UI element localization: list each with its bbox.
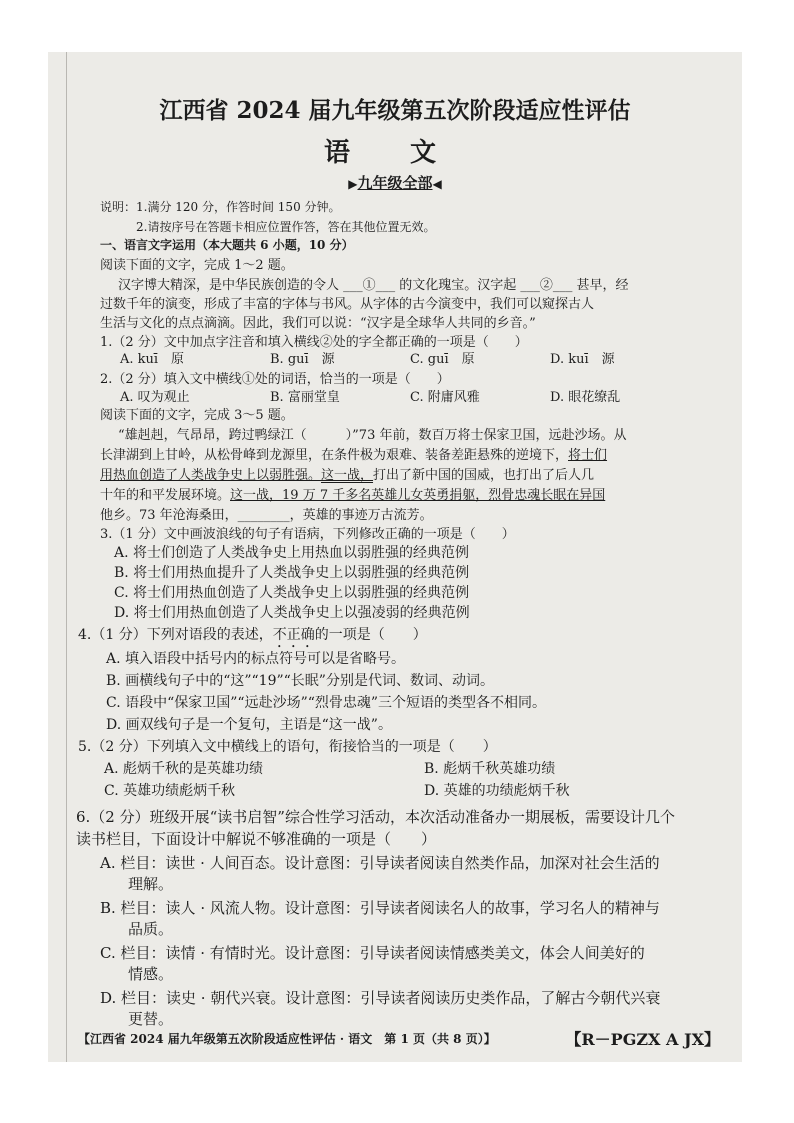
option-c: C. guī 原 <box>410 352 475 367</box>
option-d: D. 栏目：读史 · 朝代兴衰。设计意图：引导读者阅读历史类作品，了解古今朝代兴衰 <box>100 989 661 1007</box>
passage-line <box>100 464 594 483</box>
exam-code: 【R－PGZX A JX】 <box>565 1030 720 1049</box>
question-2-options <box>120 386 720 406</box>
reading-instruction: 阅读下面的文字，完成 3～5 题。 <box>100 408 294 423</box>
reading-instruction: 阅读下面的文字，完成 1～2 题。 <box>100 258 294 273</box>
wavy-underline-text: 用热血创造了人类战争史上以弱胜强。 <box>100 468 322 483</box>
question-4 <box>78 624 427 651</box>
option-a: A. 栏目：读世 · 人间百态。设计意图：引导读者阅读自然类作品，加深对社会生活的 <box>100 854 660 872</box>
option-b: B. 将士们用热血提升了人类战争史上以弱胜强的经典范例 <box>114 565 470 581</box>
passage-line: “雄赳赳，气昂昂，跨过鸭绿江（ ）”73 年前，数百万将士保家卫国，远赴沙场。从 <box>118 428 627 443</box>
passage-line: 汉字博大精深，是中华民族创造的令人 ___①___ 的文化瑰宝。汉字起 ___②___ 甚早，经 <box>118 278 629 293</box>
underline-text: 这一战，19 万 7 千多名英雄儿女英勇捐躯，烈骨忠魂长眠在异国 <box>230 488 606 503</box>
option-c: C. 将士们用热血创造了人类战争史上以弱胜强的经典范例 <box>114 585 470 601</box>
question-6: 6.（2 分）班级开展“读书启智”综合性学习活动，本次活动准备办一期展板，需要设计几个 <box>76 808 675 826</box>
option-d: D. kuī 源 <box>550 352 615 367</box>
option-d: D. 将士们用热血创造了人类战争史上以强凌弱的经典范例 <box>114 605 470 621</box>
option-b: B. 富丽堂皇 <box>270 390 340 405</box>
question-1-options <box>120 348 720 368</box>
option-a: A. 将士们创造了人类战争史上用热血以弱胜强的经典范例 <box>114 545 470 561</box>
grade-text: 九年级全部 <box>357 174 433 192</box>
passage-line: 生活与文化的点点滴滴。因此，我们可以说：“汉字是全球华人共同的乡音。” <box>100 316 536 331</box>
note-line: 2.请按序号在答题卡相应位置作答，答在其他位置无效。 <box>136 220 436 234</box>
question-text: 4.（1 分）下列对语段的表述， <box>78 627 273 643</box>
double-underline-text: 这一战， <box>321 468 374 483</box>
option-c: C. 附庸风雅 <box>410 390 480 405</box>
question-1: 1.（2 分）文中加点字注音和填入横线②处的字全都正确的一项是（ ） <box>100 335 528 350</box>
exam-title: 江西省 2024 届九年级第五次阶段适应性评估 <box>159 97 631 124</box>
page-edge <box>66 52 67 1062</box>
passage-line: 过数千年的演变，形成了丰富的字体与书风。从字体的古今演变中，我们可以窥探古人 <box>100 297 595 312</box>
option-c: C. 语段中“保家卫国”“远赴沙场”“烈骨忠魂”三个短语的类型各不相同。 <box>106 695 547 711</box>
wavy-underline-text: 将士们 <box>568 448 608 463</box>
option-a: A. 填入语段中括号内的标点符号可以是省略号。 <box>106 651 406 667</box>
option-b: B. 栏目：读人 · 风流人物。设计意图：引导读者阅读名人的故事，学习名人的精神与 <box>100 899 660 917</box>
option-a: A. 彪炳千秋的是英雄功绩 <box>104 761 264 777</box>
section-heading: 一、语言文字运用（本大题共 6 小题，10 分） <box>100 238 354 252</box>
passage-text: 长津湖到上甘岭，从松骨峰到龙源里，在条件极为艰难、装备差距悬殊的逆境下， <box>100 448 569 463</box>
page-footer: 【江西省 2024 届九年级第五次阶段适应性评估 · 语文 第 1 页（共 8 页）】 <box>78 1032 496 1046</box>
grade-label <box>48 172 742 193</box>
subject-title: 语文 <box>323 138 496 168</box>
triangle-left-icon: ◀ <box>432 177 442 191</box>
triangle-right-icon: ▶ <box>348 177 358 191</box>
option-b-cont: 品质。 <box>128 920 174 938</box>
question-6: 读书栏目，下面设计中解说不够准确的一项是（ ） <box>76 830 437 848</box>
option-d: D. 眼花缭乱 <box>550 390 621 405</box>
option-c-cont: 情感。 <box>128 965 174 983</box>
option-a: A. kuī 原 <box>120 352 185 367</box>
question-2: 2.（2 分）填入文中横线①处的词语，恰当的一项是（ ） <box>100 372 450 387</box>
question-5-options <box>104 758 724 802</box>
passage-text: 十年的和平发展环境。 <box>100 488 231 503</box>
question-3: 3.（1 分）文中画波浪线的句子有语病，下列修改正确的一项是（ ） <box>100 527 515 542</box>
option-c: C. 栏目：读情 · 有情时光。设计意图：引导读者阅读情感类美文，体会人间美好的 <box>100 944 645 962</box>
passage-line <box>100 484 605 503</box>
option-a: A. 叹为观止 <box>120 390 190 405</box>
option-b: B. guī 源 <box>270 352 335 367</box>
question-5: 5.（2 分）下列填入文中横线上的语句，衔接恰当的一项是（ ） <box>78 739 497 755</box>
passage-line: 他乡。73 年沧海桑田，________，英雄的事迹万古流芳。 <box>100 508 433 523</box>
question-text: 的一项是（ ） <box>314 627 427 643</box>
option-b: B. 彪炳千秋英雄功绩 <box>424 761 556 777</box>
emphasis-text: 不正确 <box>272 627 315 643</box>
option-c: C. 英雄功绩彪炳千秋 <box>104 783 236 799</box>
option-b: B. 画横线句子中的“这”“19”“长眠”分别是代词、数词、动词。 <box>106 673 494 689</box>
passage-line <box>100 444 607 463</box>
option-a-cont: 理解。 <box>128 875 174 893</box>
exam-page <box>48 52 742 1062</box>
option-d-cont: 更替。 <box>128 1010 174 1028</box>
note-line: 说明：1.满分 120 分，作答时间 150 分钟。 <box>100 200 341 214</box>
option-d: D. 英雄的功绩彪炳千秋 <box>424 783 570 799</box>
option-d: D. 画双线句子是一个复句，主语是“这一战”。 <box>106 717 392 733</box>
passage-text: 打出了新中国的国威，也打出了后人几 <box>373 468 595 483</box>
